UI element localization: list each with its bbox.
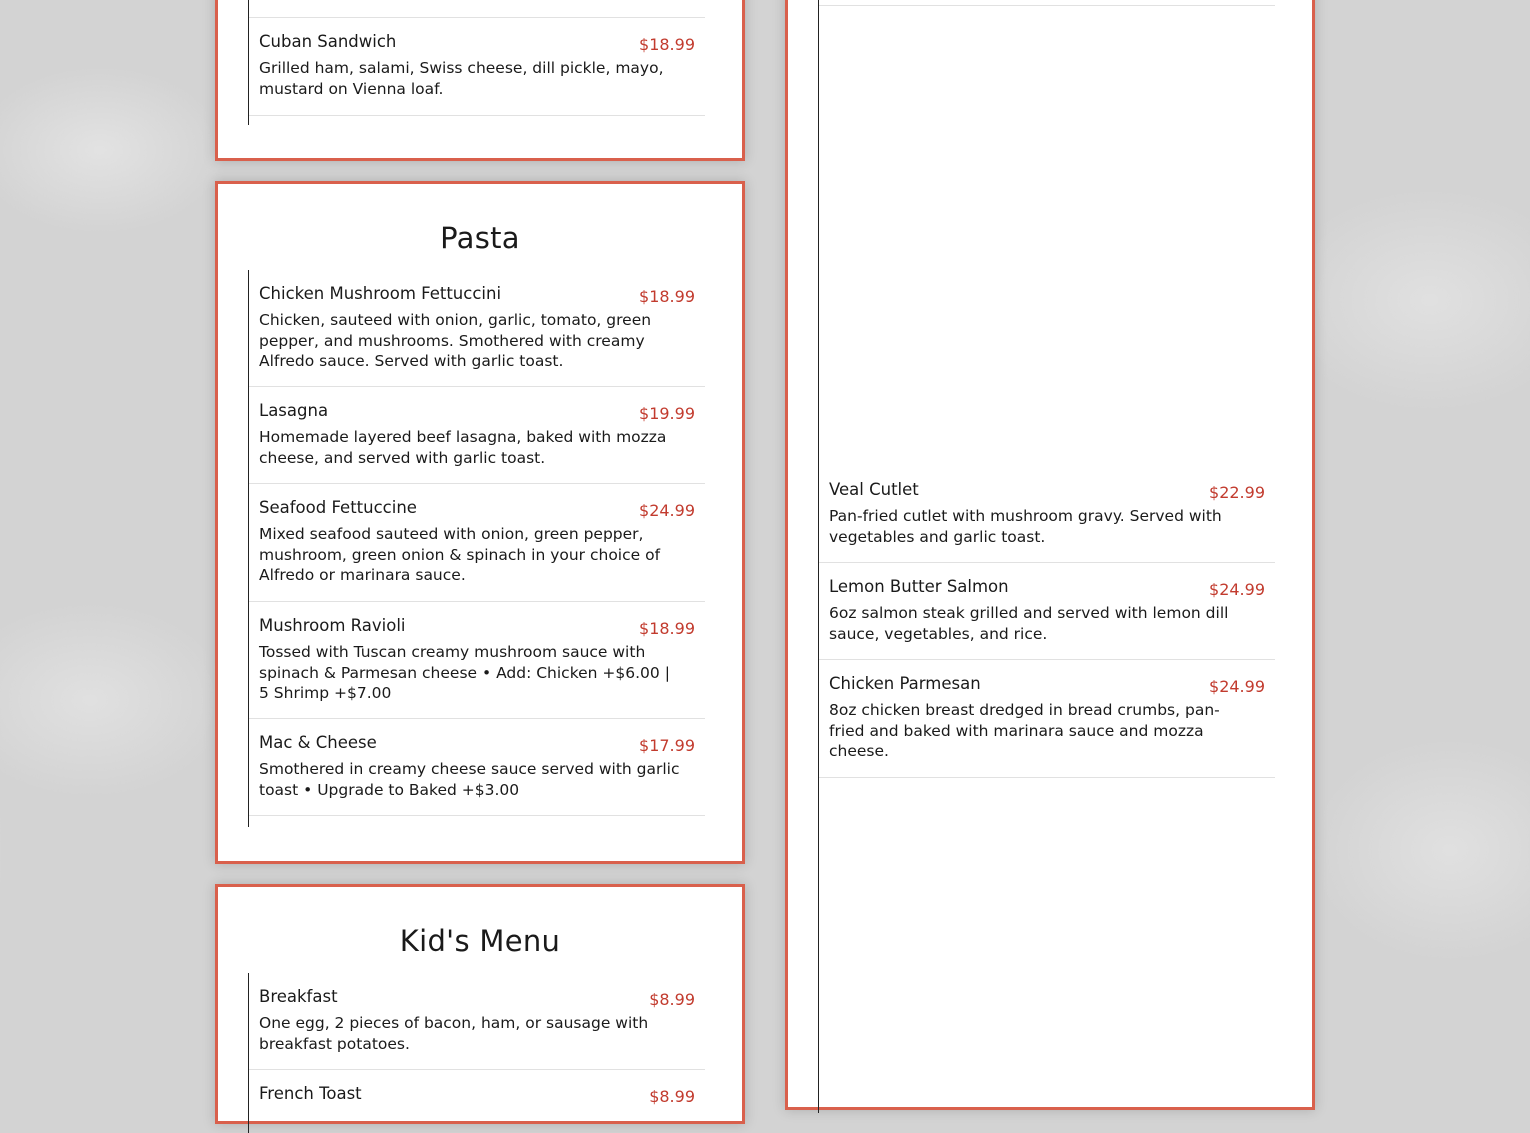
item-price: $8.99 xyxy=(649,990,695,1009)
item-price: $18.99 xyxy=(639,619,695,638)
pasta-item-list xyxy=(248,270,705,827)
item-price: $22.99 xyxy=(1209,483,1265,502)
menu-item-breakfast[interactable] xyxy=(249,973,705,1070)
section-title-kids-menu: Kid's Menu xyxy=(399,924,561,958)
item-price: $17.99 xyxy=(639,736,695,755)
item-name: Veal Cutlet xyxy=(829,480,919,499)
item-price: $24.99 xyxy=(1209,677,1265,696)
item-name: Chicken Mushroom Fettuccini xyxy=(259,284,502,303)
item-price: $19.99 xyxy=(639,404,695,423)
item-description: 6oz salmon steak grilled and served with lemon dill sauce, vegetables, and rice. xyxy=(829,604,1229,643)
item-description: One egg, 2 pieces of bacon, ham, or sausage with breakfast potatoes. xyxy=(259,1014,649,1053)
item-price: $24.99 xyxy=(639,501,695,520)
item-price: $18.99 xyxy=(639,35,695,54)
item-description: 8oz chicken breast dredged in bread crumbs, pan-fried and baked with marinara sauce and mozza cheese. xyxy=(829,701,1220,760)
sandwiches-item-list xyxy=(248,0,705,125)
sandwiches-panel xyxy=(215,0,745,161)
item-description: Mixed seafood sauteed with onion, green pepper, mushroom, green onion & spinach in your choice of Alfredo or marinara sauce. xyxy=(259,525,661,584)
pasta-panel xyxy=(215,181,745,864)
kids-menu-panel xyxy=(215,884,745,1124)
item-name: Mac & Cheese xyxy=(259,733,377,752)
entrees-item-list xyxy=(818,0,1275,1113)
item-description: Smothered in creamy cheese sauce served with garlic toast • Upgrade to Baked +$3.00 xyxy=(259,760,680,799)
menu-item-mushroom-ravioli[interactable] xyxy=(249,602,705,719)
item-name: Seafood Fettuccine xyxy=(259,498,417,517)
item-price: $18.99 xyxy=(639,287,695,306)
item-description: Grilled ham, salami, Swiss cheese, dill pickle, mayo, mustard on Vienna loaf. xyxy=(259,59,664,98)
item-description: Tossed with Tuscan creamy mushroom sauce with spinach & Parmesan cheese • Add: Chicken +$6.00 | 5 Shrimp +$7.00 xyxy=(259,643,670,702)
item-price: $24.99 xyxy=(1209,580,1265,599)
item-name: Chicken Parmesan xyxy=(829,674,981,693)
menu-item-top-cut xyxy=(249,0,705,18)
menu-item-cuban-sandwich[interactable] xyxy=(249,18,705,116)
menu-item-lemon-butter-salmon[interactable] xyxy=(819,563,1275,660)
menu-item-seafood-fettuccine[interactable] xyxy=(249,484,705,602)
item-description: Chicken, sauteed with onion, garlic, tomato, green pepper, and mushrooms. Smothered with creamy Alfredo sauce. Served with garlic toast. xyxy=(259,311,652,370)
entrees-panel xyxy=(785,0,1315,1110)
item-description: Homemade layered beef lasagna, baked with mozza cheese, and served with garlic toast. xyxy=(259,428,667,467)
item-description: Pan-fried cutlet with mushroom gravy. Served with vegetables and garlic toast. xyxy=(829,507,1222,546)
kids-item-list xyxy=(248,973,705,1133)
menu-item-chicken-parmesan[interactable] xyxy=(819,660,1275,778)
item-name: Breakfast xyxy=(259,987,338,1006)
item-name: Cuban Sandwich xyxy=(259,32,397,51)
item-name: Lemon Butter Salmon xyxy=(829,577,1009,596)
menu-item-veal-cutlet[interactable] xyxy=(819,466,1275,563)
item-name: French Toast xyxy=(259,1084,362,1103)
menu-item-top-cut xyxy=(819,0,1275,6)
menu-item-chicken-mushroom-fettuccini[interactable] xyxy=(249,270,705,387)
menu-item-french-toast[interactable] xyxy=(249,1070,705,1130)
item-name: Lasagna xyxy=(259,401,329,420)
item-name: Mushroom Ravioli xyxy=(259,616,406,635)
entrees-blank-area xyxy=(819,6,1275,466)
menu-item-lasagna[interactable] xyxy=(249,387,705,484)
section-title-pasta: Pasta xyxy=(440,221,520,255)
menu-item-mac-and-cheese[interactable] xyxy=(249,719,705,816)
item-price: $8.99 xyxy=(649,1087,695,1106)
